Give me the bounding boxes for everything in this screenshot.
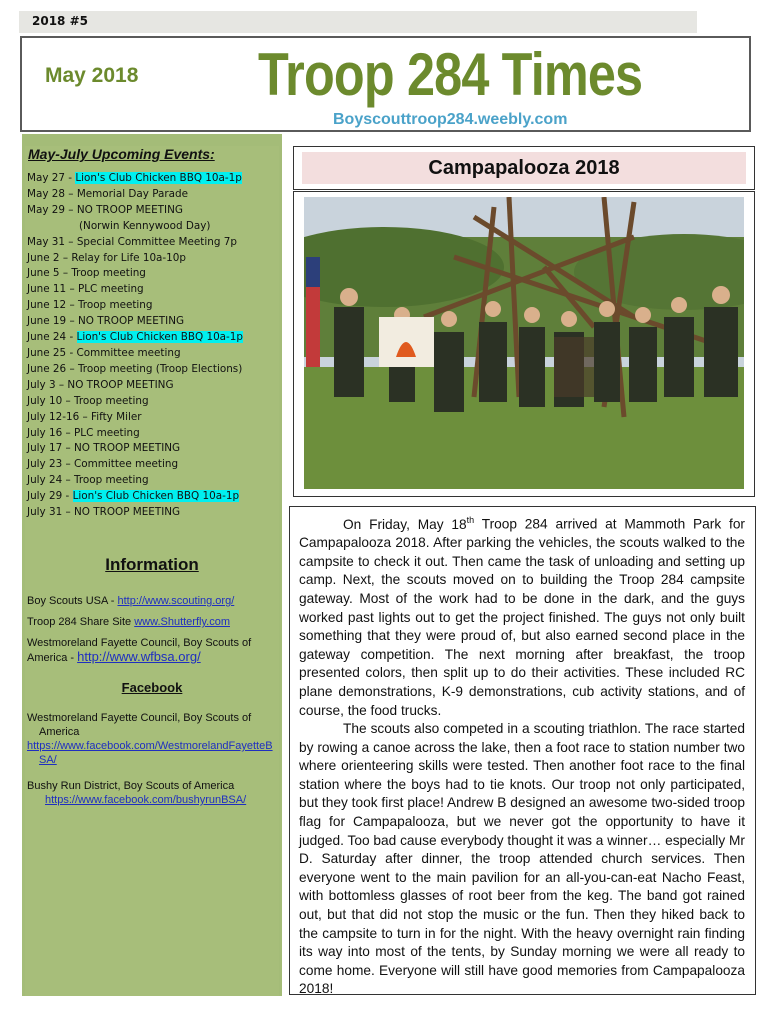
article-p1-rest: Troop 284 arrived at Mammoth Park for Campapalooza 2018. After parking the vehicles, the scouts walked to the campsite to check it out. Then came the task of unloading and setting up camp. Next, the scouts moved on to building the Troop 284 campsite gateway. Most of the work had to be done in the dark, and the guys worked past lights out to get the project finished. The guys not only built something that they were proud of, but also earned second place in the gateway competition. The next morning after breakfast, the troop presented colors, then split up to do their activities. These included RC plane demonstrations, K-9 demonstrations, cub activity stations, and of course, the food trucks. xyxy=(299,516,745,718)
bushy-run-entry xyxy=(27,779,279,807)
event-date: July 10 – xyxy=(27,394,71,407)
article-title-box xyxy=(293,146,755,190)
event-date: May 29 – xyxy=(27,203,74,216)
event-item xyxy=(27,457,243,473)
share-site-link[interactable]: www.Shutterfly.com xyxy=(134,616,230,628)
council-label: Westmoreland Fayette Council, Boy Scouts of America - xyxy=(27,637,252,664)
council-fb-label: Westmoreland Fayette Council, Boy Scouts of xyxy=(27,712,252,724)
event-date: May 27 - xyxy=(27,172,73,184)
facebook-section xyxy=(27,711,279,819)
event-date: June 2 – xyxy=(27,251,69,264)
event-text: Troop meeting xyxy=(74,394,149,407)
event-text: Lion's Club Chicken BBQ 10a-1p xyxy=(72,490,240,503)
article-p1-sup: th xyxy=(466,515,475,525)
event-date: June 25 - xyxy=(27,346,74,359)
event-item xyxy=(27,362,243,378)
facebook-heading: Facebook xyxy=(121,680,183,695)
council-link[interactable]: http://www.wfbsa.org/ xyxy=(77,649,201,664)
article-body xyxy=(299,511,745,999)
event-text: NO TROOP MEETING xyxy=(74,442,181,455)
event-text: NO TROOP MEETING xyxy=(67,378,174,391)
website-link[interactable]: Boyscouttroop284.weebly.com xyxy=(333,111,568,128)
event-date: July 24 – xyxy=(27,474,71,487)
event-text: Special Committee Meeting 7p xyxy=(76,235,237,248)
event-text: NO TROOP MEETING xyxy=(77,315,185,328)
event-item xyxy=(27,251,243,267)
masthead xyxy=(20,36,751,132)
event-item xyxy=(27,473,243,489)
council-fb-entry xyxy=(27,711,279,767)
troop-photo xyxy=(304,197,744,489)
information-section xyxy=(27,594,279,672)
event-text: Memorial Day Parade xyxy=(76,187,188,200)
events-list xyxy=(27,171,243,521)
event-item xyxy=(27,441,243,457)
sidebar xyxy=(22,134,282,996)
event-item xyxy=(27,298,243,314)
event-date: July 16 – xyxy=(27,426,71,439)
event-date: May 28 – xyxy=(27,187,74,200)
event-date: July 23 – xyxy=(27,458,71,471)
event-text: PLC meeting xyxy=(74,426,140,439)
event-date: July 17 – xyxy=(27,442,71,455)
event-date: July 31 – xyxy=(27,506,71,519)
article-p1-start: On Friday, May 18 xyxy=(343,516,467,532)
event-item xyxy=(27,505,243,521)
information-heading: Information xyxy=(105,555,199,574)
event-text: NO TROOP MEETING xyxy=(74,506,181,519)
event-item xyxy=(27,410,243,426)
events-heading: May-July Upcoming Events: xyxy=(28,146,215,162)
article-title: Campapalooza 2018 xyxy=(302,152,746,184)
event-item xyxy=(27,346,243,362)
photo-frame xyxy=(293,191,755,497)
event-text: Committee meeting xyxy=(74,458,179,471)
event-text: PLC meeting xyxy=(77,283,144,296)
event-text: Lion's Club Chicken BBQ 10a-1p xyxy=(76,331,243,344)
event-item xyxy=(27,378,243,394)
event-text: Committee meeting xyxy=(76,346,181,359)
newsletter-title: Troop 284 Times xyxy=(258,41,643,108)
event-item xyxy=(27,266,243,282)
event-date: July 3 – xyxy=(27,378,65,391)
event-date: June 5 – xyxy=(27,267,69,280)
event-item xyxy=(27,171,243,187)
event-text: Troop meeting xyxy=(74,474,149,487)
event-text: Fifty Miler xyxy=(91,410,142,423)
article-box xyxy=(289,506,756,995)
issue-bar xyxy=(19,11,697,33)
event-item xyxy=(27,235,243,251)
council-line xyxy=(27,636,279,665)
event-text: Troop meeting xyxy=(71,267,146,280)
event-item xyxy=(27,394,243,410)
event-item xyxy=(27,282,243,298)
issue-number: 2018 #5 xyxy=(32,14,88,28)
boy-scouts-link[interactable]: http://www.scouting.org/ xyxy=(117,595,235,607)
event-date: June 19 – xyxy=(27,315,75,328)
boy-scouts-label: Boy Scouts USA - xyxy=(27,595,118,607)
event-item xyxy=(27,489,243,505)
event-item xyxy=(27,187,243,203)
event-date: June 12 – xyxy=(27,299,75,312)
event-date: July 29 - xyxy=(27,490,70,503)
event-text: NO TROOP MEETING xyxy=(76,203,183,216)
event-text: Troop meeting (Troop Elections) xyxy=(77,362,243,375)
event-item xyxy=(27,426,243,442)
event-item xyxy=(27,330,243,346)
bushy-run-link[interactable]: https://www.facebook.com/bushyrunBSA/ xyxy=(45,794,247,806)
boy-scouts-line xyxy=(27,594,279,608)
event-item xyxy=(27,314,243,330)
event-date: July 12-16 – xyxy=(27,410,88,423)
event-date: June 24 - xyxy=(27,331,74,344)
event-text: (Norwin Kennywood Day) xyxy=(79,219,211,232)
event-date: May 31 – xyxy=(27,235,74,248)
event-text: Lion's Club Chicken BBQ 10a-1p xyxy=(75,172,242,184)
council-fb-link-cont[interactable]: SA/ xyxy=(39,754,57,766)
share-site-label: Troop 284 Share Site xyxy=(27,616,135,628)
bushy-run-label: Bushy Run District, Boy Scouts of America xyxy=(27,780,235,792)
council-fb-link[interactable]: https://www.facebook.com/WestmorelandFayetteB xyxy=(27,740,273,752)
share-site-line xyxy=(27,615,279,629)
issue-date: May 2018 xyxy=(45,64,139,87)
event-date: June 11 – xyxy=(27,283,75,296)
event-date: June 26 – xyxy=(27,362,75,375)
sidebar-panel xyxy=(25,146,279,996)
event-item xyxy=(27,219,243,235)
event-item xyxy=(27,203,243,219)
article-p2: The scouts also competed in a scouting triathlon. The race started by rowing a canoe across the lake, then a foot race to station number two where orienteering skills were tested. Then another foot race to the final station where the boys had to tie knots. Our troop not only participated, but they took first place! Andrew B designed an awesome two-sided troop flag for Campapalooza, but we never got the opportunity to have it judged. Too bad cause everybody thought it was a winner… especially Mr D. Saturday after dinner, the troop attended church services. Then everyone went to the main pavilion for an all-you-can-eat Nacho Feast, with bottomless glasses of root beer from the keg. The band got rained out, but that did not stop the music or the fun. Then they hiked back to the campsite to turn in for the night. With the heavy overnight rain finding its way into most of the tents, by Sunday morning we were all ready to come home. Everyone will still have good memories from Campapalooza 2018! xyxy=(299,721,745,997)
event-text: Relay for Life 10a-10p xyxy=(71,251,186,264)
event-text: Troop meeting xyxy=(77,299,153,312)
council-fb-label-cont: America xyxy=(39,726,80,738)
